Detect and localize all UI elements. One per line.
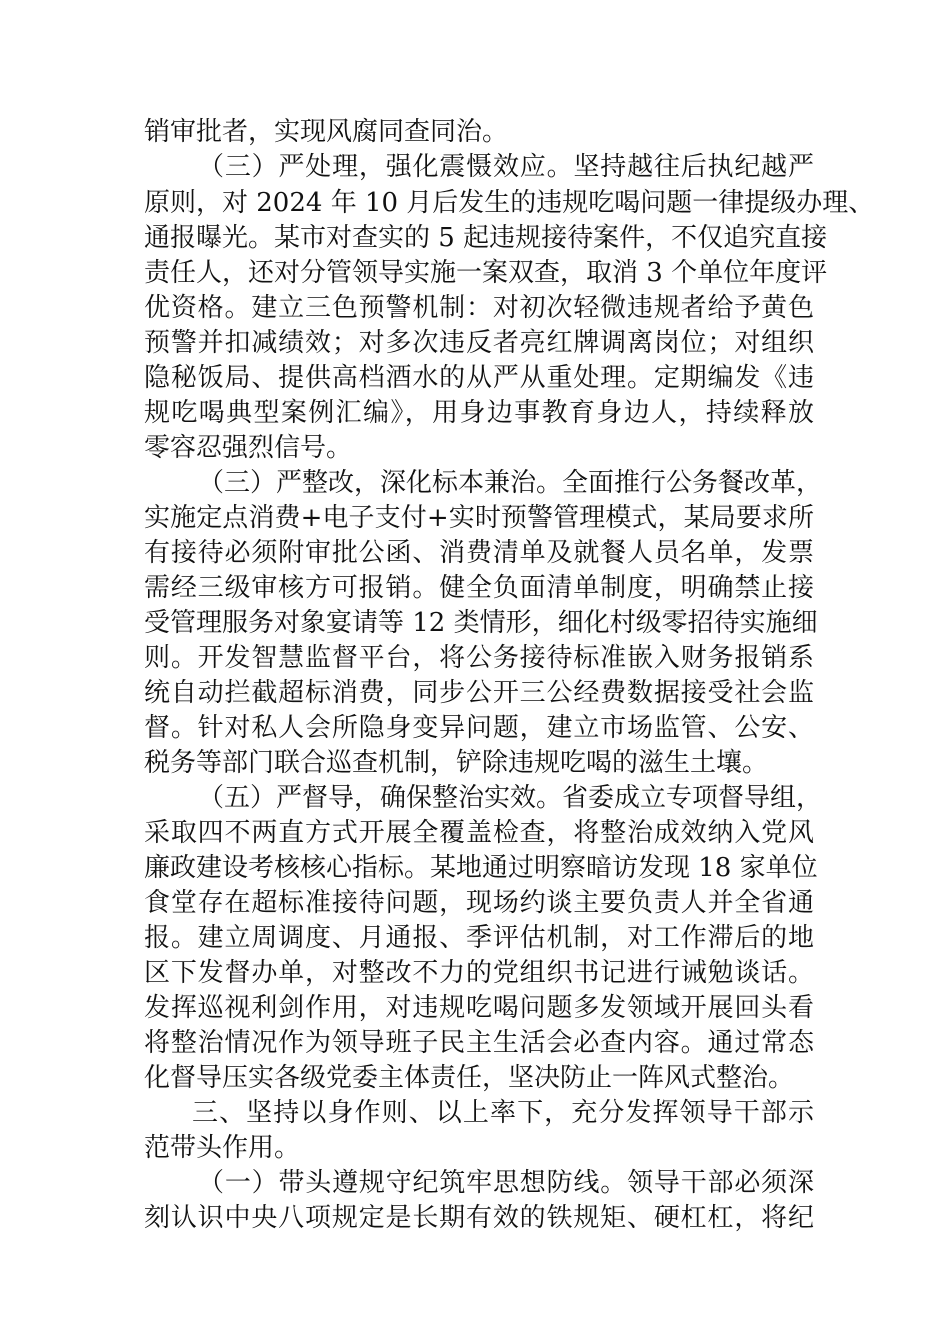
text-line: 统自动拦截超标消费，同步公开三公经费数据接受社会监 — [144, 678, 814, 708]
text-line: 责任人，还对分管领导实施一案双查，取消 3 个单位年度评 — [144, 258, 828, 288]
text-line: 有接待必须附审批公函、消费清单及就餐人员名单，发票 — [144, 538, 814, 568]
text-line: 将整治情况作为领导班子民主生活会必查内容。通过常态 — [144, 1028, 814, 1058]
text-line: 食堂存在超标准接待问题，现场约谈主要负责人并全省通 — [144, 888, 814, 918]
paragraph-first-line: （五）严督导，确保整治实效。省委成立专项督导组， — [198, 783, 823, 813]
text-line: 实施定点消费+电子支付+实时预警管理模式，某局要求所 — [144, 503, 814, 533]
paragraph-first-line: （三）严整改，深化标本兼治。全面推行公务餐改革， — [198, 468, 823, 498]
text-line: 优资格。建立三色预警机制：对初次轻微违规者给予黄色 — [144, 293, 814, 323]
text-line: 廉政建设考核核心指标。某地通过明察暗访发现 18 家单位 — [144, 853, 818, 883]
text-line: 通报曝光。某市对查实的 5 起违规接待案件，不仅追究直接 — [144, 223, 828, 253]
text-line: 隐秘饭局、提供高档酒水的从严从重处理。定期编发《违 — [144, 363, 814, 393]
text-line: 报。建立周调度、月通报、季评估机制，对工作滞后的地 — [144, 923, 814, 953]
text-line: 督。针对私人会所隐身变异问题，建立市场监管、公安、 — [144, 713, 814, 743]
text-line: 发挥巡视利剑作用，对违规吃喝问题多发领域开展回头看 — [144, 993, 814, 1023]
text-line: 规吃喝典型案例汇编》，用身边事教育身边人，持续释放 — [144, 398, 814, 428]
paragraph-first-line: （一）带头遵规守纪筑牢思想防线。领导干部必须深 — [198, 1168, 814, 1198]
text-line: 采取四不两直方式开展全覆盖检查，将整治成效纳入党风 — [144, 818, 814, 848]
text-line: 销审批者，实现风腐同查同治。 — [144, 117, 509, 147]
text-line: 区下发督办单，对整改不力的党组织书记进行诫勉谈话。 — [144, 958, 814, 988]
text-line: 税务等部门联合巡查机制，铲除违规吃喝的滋生土壤。 — [144, 748, 769, 778]
text-line: 预警并扣减绩效；对多次违反者亮红牌调离岗位；对组织 — [144, 328, 814, 358]
text-line: 化督导压实各级党委主体责任，坚决防止一阵风式整治。 — [144, 1063, 795, 1093]
text-line: 需经三级审核方可报销。健全负面清单制度，明确禁止接 — [144, 573, 814, 603]
text-line: 受管理服务对象宴请等 12 类情形，细化村级零招待实施细 — [144, 608, 818, 638]
paragraph-first-line: （三）严处理，强化震慑效应。坚持越往后执纪越严 — [198, 152, 814, 182]
text-line: 刻认识中央八项规定是长期有效的铁规矩、硬杠杠，将纪 — [144, 1203, 814, 1233]
text-line: 零容忍强烈信号。 — [144, 433, 353, 463]
section-heading: 三、坚持以身作则、以上率下，充分发挥领导干部示 — [192, 1098, 814, 1128]
text-line: 原则，对 2024 年 10 月后发生的违规吃喝问题一律提级办理、 — [144, 188, 875, 218]
section-heading-continuation: 范带头作用。 — [144, 1133, 301, 1163]
text-line: 则。开发智慧监督平台，将公务接待标准嵌入财务报销系 — [144, 643, 814, 673]
